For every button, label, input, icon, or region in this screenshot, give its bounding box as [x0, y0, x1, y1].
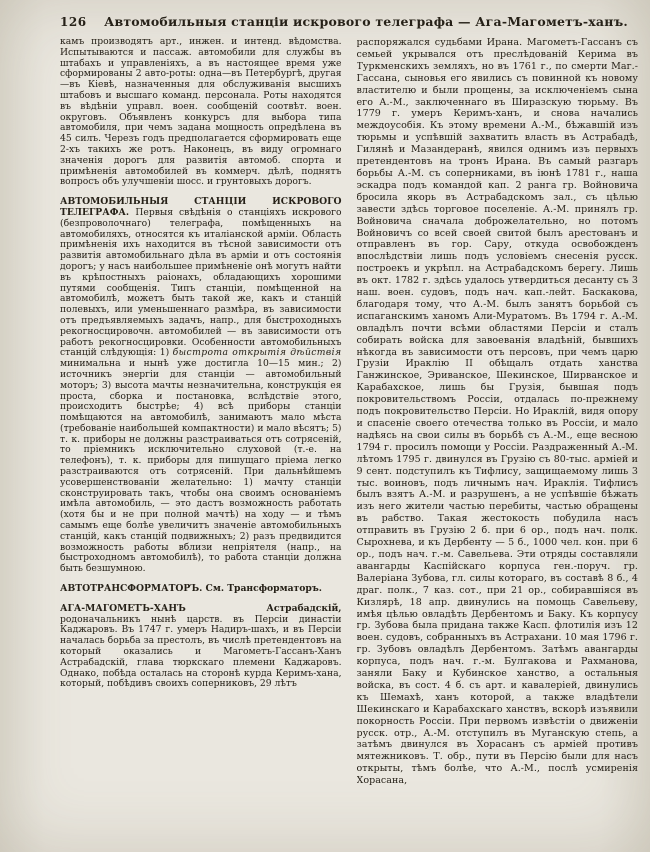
entry-paragraph: [60, 584, 342, 595]
entry-paragraph: [60, 197, 342, 575]
entry-paragraph: [60, 604, 342, 690]
entry-title: АВТОМОБИЛЬНЫЯ СТАНЦІИ ИСКРОВОГО ТЕЛЕГРАФА.: [60, 196, 342, 218]
right-column: [357, 37, 639, 827]
text-run: распоряжался судьбами Ирана. Магометъ-Гассанъ съ семьей укрывался отъ преслѣдованій Керима въ Туркменскихъ земляхъ, но въ 1761 г., по смерти Маг.-Гассана, сыновья его явились съ повинной къ новому властителю и были прощены, за исключеніемъ сына его А.-М., заключеннаго въ Ширазскую тюрьму. Въ 1779 г. умеръ Керимъ-ханъ, и снова начались междоусобія. Къ этому времени А.-М., бѣжавшій изъ тюрьмы и успѣвшій захватить власть въ Астрабадѣ, Гилянѣ и Мазандеранѣ, явился однимъ изъ первыхъ претендентовъ на тронъ Ирана. Въ самый разгаръ борьбы А.-М. съ соперниками, въ іюнѣ 1781 г., наша эскадра подъ командой кап. 2 ранга гр. Войновича бросила якорь въ Астрабадскомъ зал., съ цѣлью завести здѣсь торговое поселеніе. А.-М. принялъ гр. Войновича сначала доброжелательно, но потомъ Войновичъ со всей своей свитой былъ арестованъ и отправленъ въ гор. Сару, откуда освобожденъ впослѣдствіи лишь подъ условіемъ снесенія русск. построекъ и укрѣпл. на Астрабадскомъ берегу. Лишь въ окт. 1782 г. здѣсь удалось утвердиться десанту съ 3 наш. воен. судовъ, подъ нач. кап.-лейт. Баскакова, благодаря тому, что А.-М. былъ занятъ борьбой съ испаганскимъ ханомъ Али-Муратомъ. Въ 1794 г. А.-М. овладѣлъ почти всѣми областями Персіи и сталъ собирать войска для завоеванія владѣній, бывшихъ нѣкогда въ зависимости отъ персовъ, при чемъ царю Грузіи Ираклію II обѣщалъ отдать ханства Ганжинское, Эриванское, Шекинское, Ширванское и Карабахское, лишь бы Грузія, бывшая подъ покровительствомъ Россіи, отдалась по-прежнему подъ покровительство Персіи. Но Ираклій, видя опору и спасеніе своего отечества только въ Россіи, и мало надѣясь на свои силы въ борьбѣ съ А.-М., еще весною 1794 г. просилъ помощи у Россіи. Раздраженный А.-М. лѣтомъ 1795 г. двинулся въ Грузію съ 80-тыс. арміей и 9 сент. подступилъ къ Тифлису, защищаемому лишь 3 тыс. воиновъ, подъ личнымъ нач. Ираклія. Тифлисъ былъ взятъ А.-М. и разрушенъ, а не успѣвшіе бѣжать изъ него жители частью перебиты, частью обращены въ рабство. Такая жестокость побудила насъ отправить въ Грузію 2 б. при 6 ор., подъ нач. полк. Сырохнева, и къ Дербенту — 5 б., 1000 чел. кон. при 6 ор., подъ нач. г.-м. Савельева. Эти отряды составляли авангарды Каспійскаго корпуса ген.-поруч. гр. Валеріана Зубова, гл. силы котораго, въ составѣ 8 б., 4 драг. полк., 7 каз. сот., при 21 ор., собиравшіяся въ Кизлярѣ, 18 апр. двинулись на помощь Савельеву, имѣя цѣлью овладѣть Дербентомъ и Баку. Къ корпусу гр. Зубова была придана также Касп. флотилія изъ 12 воен. судовъ, собранныхъ въ Астрахани. 10 мая 1796 г. гр. Зубовъ овладѣлъ Дербентомъ. Затѣмъ авангарды корпуса, подъ нач. г.-м. Булгакова и Рахманова, заняли Баку и Кубинское ханство, а остальныя войска, въ сост. 4 б. съ арт. и кавалеріей, двинулись къ Шемахѣ, ханъ которой, а также владѣтели Шекинскаго и Карабахскаго ханствъ, вскорѣ изъявили покорность Россіи. При первомъ извѣстіи о движеніи русск. отр., А.-М. отступилъ въ Муганскую степь, а затѣмъ двинулся въ Хорасанъ съ арміей противъ мятежниковъ. Т. обр., пути въ Персію были для насъ открыты, тѣмъ болѣе, что А.-М., послѣ усмиренія Хорасана,: [356, 37, 638, 787]
text-run: минимальна и нынѣ уже достигла 10—15 мин.; 2) источникъ энергіи для станціи — автомобильный моторъ; 3) высота мачты незначительна, конструкція ея проста, сборка и постановка, вслѣдствіе этого, происходитъ быстрѣе; 4) всѣ приборы станціи помѣщаются на автомобилѣ, занимаютъ мало мѣста (требованіе наибольшей компактности) и мало вѣсятъ; 5) т. к. приборы не должны разстраиваться отъ сотрясеній, то пріемникъ исключительно слуховой (т.-е. на телефонъ), т. к. приборы для пишущаго пріема легко разстраиваются отъ сотрясеній. При дальнѣйшемъ усовершенствованіи желательно: 1) мачту станціи сконструировать такъ, чтобы она своимъ основаніемъ имѣла автомобиль, — это дастъ возможность работать (хотя бы и не при полной мачтѣ) на ходу — и тѣмъ самымъ еще болѣе увеличитъ значеніе автомобильныхъ станцій, какъ станцій подвижныхъ; 2) разъ предвидится возможность работы вблизи непріятеля (напр., на быстроходномъ автомобилѣ), то работа станціи должна быть безшумною.: [60, 358, 342, 575]
text-columns: [60, 37, 638, 827]
running-head-title: Автомобильныя станціи искрового телеграфа — Ага-Магометъ-ханъ.: [104, 14, 628, 29]
text-run: Первыя свѣдѣнія о станціяхъ искрового (безпроволочнаго) телеграфа, помѣщенныхъ на автомобиляхъ, относятся къ италіанской арміи. Область примѣненія ихъ находится въ тѣсной зависимости отъ развитія автомобильнаго дѣла въ арміи и отъ состоянія дорогъ; у насъ наибольшее примѣненіе онѣ могутъ найти въ крѣпостныхъ раіонахъ, обладающихъ хорошими путями сообщенія. Типъ станціи, помѣщенной на автомобилѣ, можетъ быть такой же, какъ и станцій полевыхъ, или уменьшеннаго размѣра, въ зависимости отъ предъявляемыхъ задачъ, напр., для быстроходныхъ рекогносцировочн. автомобилей — въ зависимости отъ работъ рекогносцировки. Особенности автомобильныхъ станцій слѣдующія: 1): [60, 206, 342, 359]
entry-title: АГА-МАГОМЕТЪ-ХАНЪ Астрабадскій,: [60, 602, 342, 614]
left-column: [60, 37, 342, 827]
paragraph: [60, 37, 342, 188]
entry-title: АВТОТРАНСФОРМАТОРЪ. См. Трансформаторъ.: [60, 583, 323, 595]
page-number: 126: [60, 15, 87, 29]
italic-text: быстрота открытія дѣйствія: [172, 347, 342, 359]
text-run: родоначальникъ нынѣ царств. въ Персіи династіи Каджаровъ. Въ 1747 г. умеръ Надиръ-шахъ, и въ Персіи началась борьба за престолъ, въ числѣ претендентовъ на который оказались и Магометъ-Гассанъ-Ханъ Астрабадскій, глава тюркскаго племени Каджаровъ. Однако, побѣда осталась на сторонѣ курда Керимъ-хана, который, побѣдивъ своихъ соперниковъ, 29 лѣтъ: [60, 613, 342, 690]
paragraph: [357, 37, 639, 787]
page-header: [60, 14, 638, 29]
text-run: камъ производятъ арт., инжен. и интенд. вѣдомства. Испытываются и пассаж. автомобили для службы въ штабахъ и управленіяхъ, а въ настоящее время уже сформированы 2 авто-роты: одна—въ Петербургѣ, другая—въ Кіевѣ, назначенныя для обслуживанія высшихъ штабовъ и высшаго команд. персонала. Роты находятся въ вѣдѣніи управл. воен. сообщеній соотвѣт. воен. округовъ. Объявленъ конкурсъ для выбора типа автомобиля, при чемъ задана мощность опредѣлена въ 45 силъ. Черезъ годъ предполагается сформировать еще 2-хъ такихъ же ротъ. Наконецъ, въ виду огромнаго значенія дорогъ для развитія автомоб. спорта и примѣненія автомобилей въ коммерч. дѣлѣ, поднятъ вопросъ объ улучшеніи шосс. и грунтовыхъ дорогъ.: [60, 37, 342, 188]
